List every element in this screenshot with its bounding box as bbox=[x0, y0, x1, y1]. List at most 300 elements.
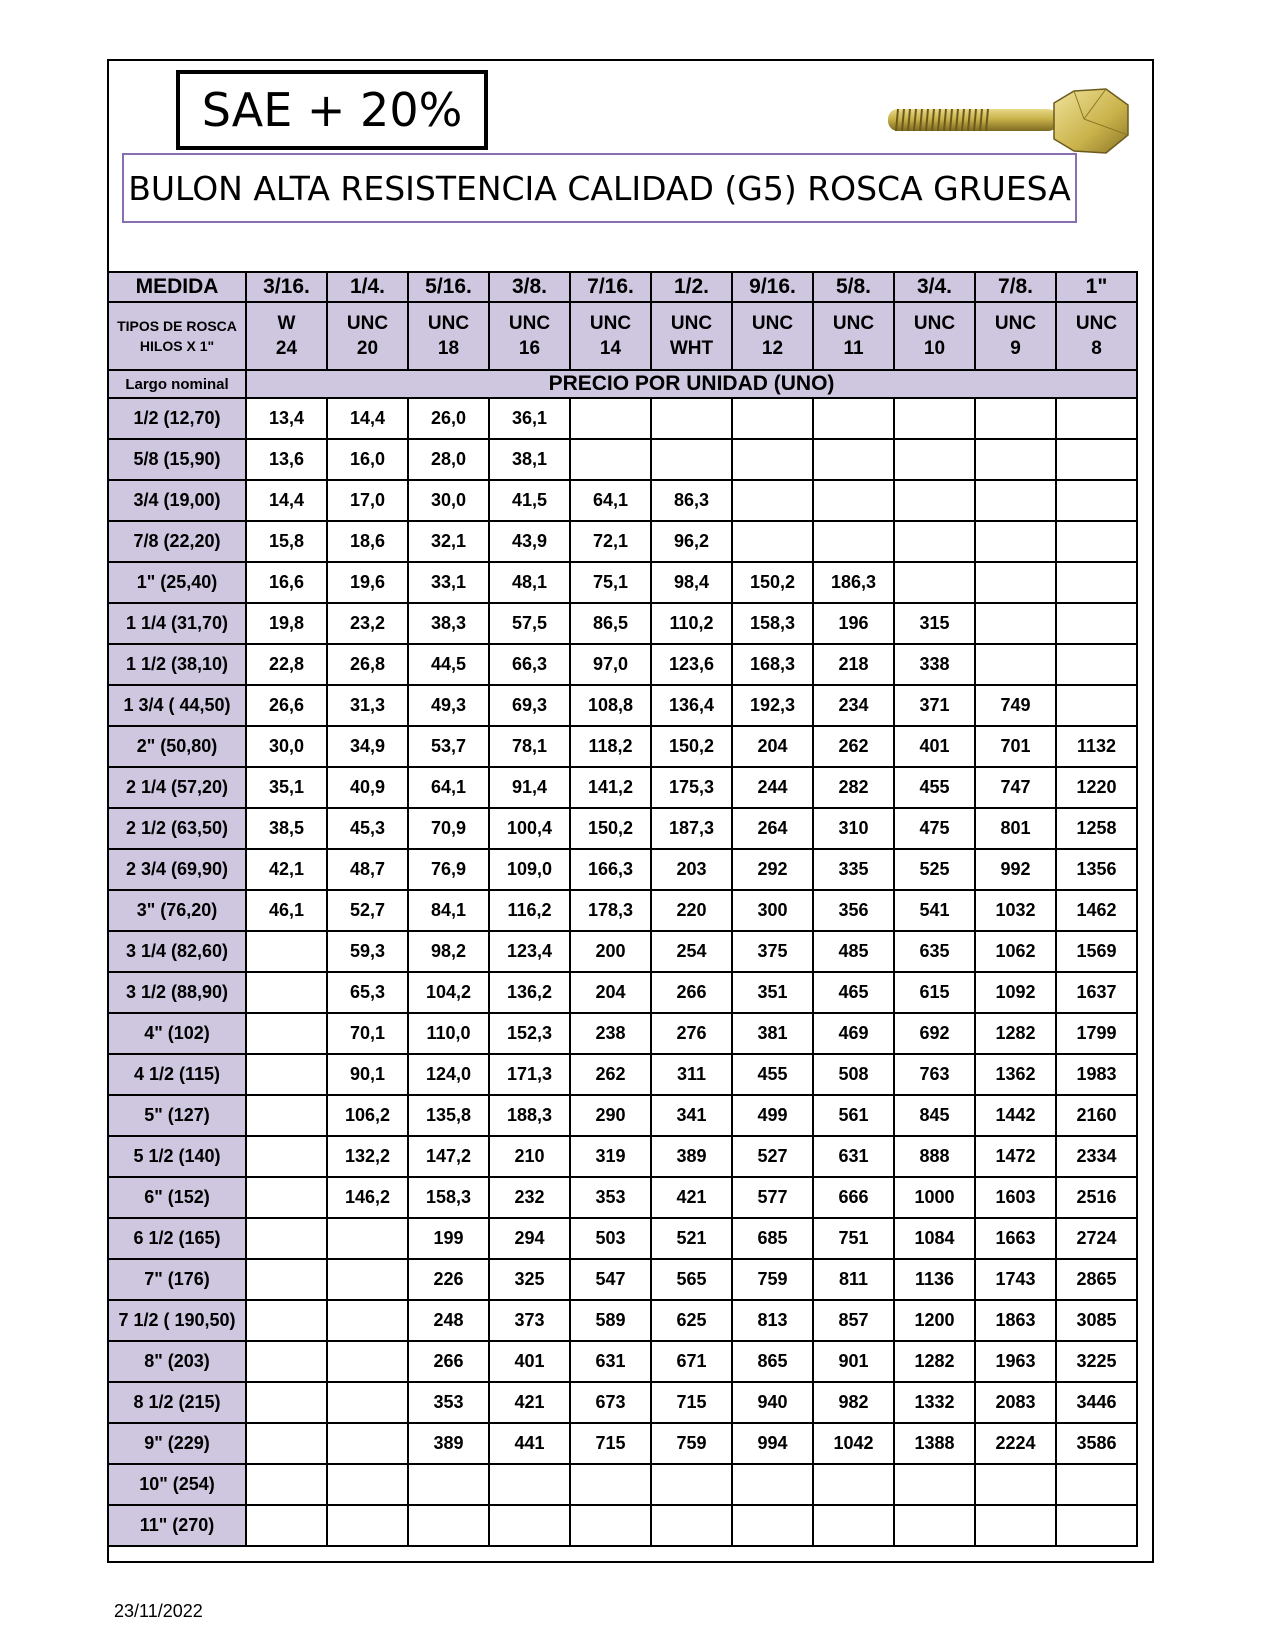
price-cell bbox=[813, 1505, 894, 1546]
price-cell: 865 bbox=[732, 1341, 813, 1382]
price-cell: 335 bbox=[813, 849, 894, 890]
price-cell: 91,4 bbox=[489, 767, 570, 808]
price-cell: 44,5 bbox=[408, 644, 489, 685]
price-cell bbox=[246, 1136, 327, 1177]
price-cell bbox=[570, 1505, 651, 1546]
price-cell: 1220 bbox=[1056, 767, 1137, 808]
price-cell bbox=[1056, 1505, 1137, 1546]
price-cell: 801 bbox=[975, 808, 1056, 849]
price-cell bbox=[246, 1054, 327, 1095]
price-cell bbox=[975, 439, 1056, 480]
price-cell: 254 bbox=[651, 931, 732, 972]
price-cell: 1062 bbox=[975, 931, 1056, 972]
price-cell bbox=[327, 1464, 408, 1505]
price-cell: 292 bbox=[732, 849, 813, 890]
price-cell: 475 bbox=[894, 808, 975, 849]
table-row bbox=[108, 480, 1137, 521]
thread-type: UNC bbox=[508, 313, 551, 334]
price-cell: 389 bbox=[651, 1136, 732, 1177]
price-cell: 1136 bbox=[894, 1259, 975, 1300]
price-cell bbox=[894, 439, 975, 480]
price-cell bbox=[1056, 521, 1137, 562]
thread-spec bbox=[327, 302, 408, 370]
price-cell: 104,2 bbox=[408, 972, 489, 1013]
price-cell: 90,1 bbox=[327, 1054, 408, 1095]
price-cell: 226 bbox=[408, 1259, 489, 1300]
price-cell bbox=[246, 1300, 327, 1341]
price-cell: 353 bbox=[570, 1177, 651, 1218]
price-cell: 1663 bbox=[975, 1218, 1056, 1259]
price-cell: 982 bbox=[813, 1382, 894, 1423]
price-cell bbox=[327, 1218, 408, 1259]
price-cell: 136,4 bbox=[651, 685, 732, 726]
thread-type: UNC bbox=[427, 313, 470, 334]
price-cell: 262 bbox=[813, 726, 894, 767]
price-cell bbox=[327, 1259, 408, 1300]
price-cell bbox=[1056, 480, 1137, 521]
threads-per-inch: 12 bbox=[761, 338, 784, 359]
price-table bbox=[107, 271, 1138, 1547]
threads-per-inch: 18 bbox=[437, 338, 460, 359]
price-cell: 23,2 bbox=[327, 603, 408, 644]
price-cell: 218 bbox=[813, 644, 894, 685]
length-label: 5 1/2 (140) bbox=[108, 1136, 246, 1177]
price-cell: 469 bbox=[813, 1013, 894, 1054]
largo-row bbox=[108, 370, 1137, 398]
price-cell: 1132 bbox=[1056, 726, 1137, 767]
thread-spec bbox=[651, 302, 732, 370]
price-cell: 266 bbox=[408, 1341, 489, 1382]
price-cell: 49,3 bbox=[408, 685, 489, 726]
price-cell bbox=[246, 972, 327, 1013]
price-cell: 124,0 bbox=[408, 1054, 489, 1095]
table-row bbox=[108, 1136, 1137, 1177]
length-label: 8 1/2 (215) bbox=[108, 1382, 246, 1423]
size-header: 5/16. bbox=[408, 272, 489, 302]
threads-per-inch: 14 bbox=[599, 338, 622, 359]
price-cell: 34,9 bbox=[327, 726, 408, 767]
price-cell bbox=[975, 562, 1056, 603]
price-cell bbox=[1056, 1464, 1137, 1505]
price-cell bbox=[732, 521, 813, 562]
price-cell bbox=[246, 1423, 327, 1464]
price-cell: 38,1 bbox=[489, 439, 570, 480]
price-cell bbox=[813, 480, 894, 521]
price-cell: 547 bbox=[570, 1259, 651, 1300]
price-cell: 635 bbox=[894, 931, 975, 972]
length-label: 1" (25,40) bbox=[108, 562, 246, 603]
table-row bbox=[108, 767, 1137, 808]
thread-spec bbox=[732, 302, 813, 370]
price-cell: 503 bbox=[570, 1218, 651, 1259]
price-cell: 204 bbox=[570, 972, 651, 1013]
price-cell: 40,9 bbox=[327, 767, 408, 808]
table-row bbox=[108, 1505, 1137, 1546]
price-cell: 158,3 bbox=[408, 1177, 489, 1218]
table-row bbox=[108, 726, 1137, 767]
price-cell: 48,7 bbox=[327, 849, 408, 890]
price-cell: 577 bbox=[732, 1177, 813, 1218]
thread-type: UNC bbox=[1075, 313, 1118, 334]
price-cell: 508 bbox=[813, 1054, 894, 1095]
length-label: 1/2 (12,70) bbox=[108, 398, 246, 439]
price-cell bbox=[894, 521, 975, 562]
threads-per-inch: 11 bbox=[843, 338, 864, 359]
price-cell: 14,4 bbox=[327, 398, 408, 439]
price-cell bbox=[327, 1423, 408, 1464]
price-cell: 1282 bbox=[894, 1341, 975, 1382]
table-row bbox=[108, 644, 1137, 685]
length-label: 3 1/2 (88,90) bbox=[108, 972, 246, 1013]
price-cell: 248 bbox=[408, 1300, 489, 1341]
price-cell: 175,3 bbox=[651, 767, 732, 808]
size-header: 5/8. bbox=[813, 272, 894, 302]
threads-per-inch: 9 bbox=[1010, 338, 1021, 359]
price-cell: 1963 bbox=[975, 1341, 1056, 1382]
price-cell: 389 bbox=[408, 1423, 489, 1464]
thread-spec bbox=[570, 302, 651, 370]
price-cell: 158,3 bbox=[732, 603, 813, 644]
price-cell: 401 bbox=[489, 1341, 570, 1382]
price-cell: 763 bbox=[894, 1054, 975, 1095]
price-cell bbox=[894, 398, 975, 439]
price-cell bbox=[975, 603, 1056, 644]
price-cell: 421 bbox=[651, 1177, 732, 1218]
price-cell: 96,2 bbox=[651, 521, 732, 562]
price-cell bbox=[408, 1505, 489, 1546]
price-cell bbox=[570, 398, 651, 439]
price-cell: 100,4 bbox=[489, 808, 570, 849]
price-cell: 178,3 bbox=[570, 890, 651, 931]
price-cell: 17,0 bbox=[327, 480, 408, 521]
price-cell bbox=[975, 1464, 1056, 1505]
length-label: 2 1/4 (57,20) bbox=[108, 767, 246, 808]
price-cell: 75,1 bbox=[570, 562, 651, 603]
price-cell: 70,1 bbox=[327, 1013, 408, 1054]
length-label: 3" (76,20) bbox=[108, 890, 246, 931]
price-cell: 166,3 bbox=[570, 849, 651, 890]
length-label: 3/4 (19,00) bbox=[108, 480, 246, 521]
threads-per-inch: WHT bbox=[669, 338, 714, 359]
price-cell bbox=[246, 1259, 327, 1300]
price-cell: 52,7 bbox=[327, 890, 408, 931]
price-cell: 118,2 bbox=[570, 726, 651, 767]
price-cell: 232 bbox=[489, 1177, 570, 1218]
price-cell bbox=[651, 439, 732, 480]
price-cell bbox=[246, 1013, 327, 1054]
price-cell: 57,5 bbox=[489, 603, 570, 644]
price-cell bbox=[327, 1300, 408, 1341]
price-cell: 109,0 bbox=[489, 849, 570, 890]
price-cell: 19,8 bbox=[246, 603, 327, 644]
thread-type: UNC bbox=[913, 313, 956, 334]
price-cell: 26,6 bbox=[246, 685, 327, 726]
price-cell: 76,9 bbox=[408, 849, 489, 890]
price-cell: 66,3 bbox=[489, 644, 570, 685]
size-header-row bbox=[108, 272, 1137, 302]
price-cell bbox=[408, 1464, 489, 1505]
length-label: 5" (127) bbox=[108, 1095, 246, 1136]
length-label: 11" (270) bbox=[108, 1505, 246, 1546]
thread-type: UNC bbox=[832, 313, 875, 334]
price-cell: 565 bbox=[651, 1259, 732, 1300]
price-cell: 3225 bbox=[1056, 1341, 1137, 1382]
price-cell: 666 bbox=[813, 1177, 894, 1218]
price-cell: 901 bbox=[813, 1341, 894, 1382]
price-cell: 150,2 bbox=[651, 726, 732, 767]
price-cell: 264 bbox=[732, 808, 813, 849]
price-cell: 106,2 bbox=[327, 1095, 408, 1136]
price-cell: 2516 bbox=[1056, 1177, 1137, 1218]
price-cell bbox=[570, 1464, 651, 1505]
price-cell: 200 bbox=[570, 931, 651, 972]
page-title: BULON ALTA RESISTENCIA CALIDAD (G5) ROSCA GRUESA bbox=[128, 168, 1071, 208]
thread-spec bbox=[489, 302, 570, 370]
price-cell bbox=[1056, 644, 1137, 685]
table-row bbox=[108, 849, 1137, 890]
price-cell: 123,4 bbox=[489, 931, 570, 972]
price-cell bbox=[246, 1218, 327, 1259]
price-cell: 1084 bbox=[894, 1218, 975, 1259]
thread-type: UNC bbox=[589, 313, 632, 334]
price-cell: 992 bbox=[975, 849, 1056, 890]
price-cell: 116,2 bbox=[489, 890, 570, 931]
price-cell bbox=[327, 1505, 408, 1546]
price-cell: 234 bbox=[813, 685, 894, 726]
thread-spec bbox=[246, 302, 327, 370]
thread-type: UNC bbox=[751, 313, 794, 334]
price-cell: 110,0 bbox=[408, 1013, 489, 1054]
price-cell: 19,6 bbox=[327, 562, 408, 603]
price-cell: 631 bbox=[570, 1341, 651, 1382]
price-cell: 13,4 bbox=[246, 398, 327, 439]
price-cell: 940 bbox=[732, 1382, 813, 1423]
price-cell: 33,1 bbox=[408, 562, 489, 603]
date-label: 23/11/2022 bbox=[114, 1601, 203, 1621]
price-cell: 994 bbox=[732, 1423, 813, 1464]
length-label: 4 1/2 (115) bbox=[108, 1054, 246, 1095]
price-cell: 188,3 bbox=[489, 1095, 570, 1136]
price-cell: 381 bbox=[732, 1013, 813, 1054]
bolt-icon bbox=[884, 85, 1134, 157]
table-row bbox=[108, 1177, 1137, 1218]
price-cell: 455 bbox=[894, 767, 975, 808]
price-cell bbox=[570, 439, 651, 480]
price-cell: 1743 bbox=[975, 1259, 1056, 1300]
price-cell: 294 bbox=[489, 1218, 570, 1259]
price-cell: 1032 bbox=[975, 890, 1056, 931]
length-label: 1 3/4 ( 44,50) bbox=[108, 685, 246, 726]
price-cell: 46,1 bbox=[246, 890, 327, 931]
price-cell: 671 bbox=[651, 1341, 732, 1382]
price-cell: 152,3 bbox=[489, 1013, 570, 1054]
price-cell bbox=[813, 1464, 894, 1505]
price-cell bbox=[246, 1095, 327, 1136]
price-cell: 465 bbox=[813, 972, 894, 1013]
price-cell: 262 bbox=[570, 1054, 651, 1095]
threads-per-inch: 24 bbox=[275, 338, 298, 359]
sae-badge-text: SAE + 20% bbox=[201, 83, 463, 137]
price-cell: 45,3 bbox=[327, 808, 408, 849]
price-cell: 64,1 bbox=[408, 767, 489, 808]
price-cell: 401 bbox=[894, 726, 975, 767]
price-cell: 2083 bbox=[975, 1382, 1056, 1423]
medida-label: MEDIDA bbox=[108, 272, 246, 302]
price-cell: 108,8 bbox=[570, 685, 651, 726]
table-row bbox=[108, 1095, 1137, 1136]
price-cell: 65,3 bbox=[327, 972, 408, 1013]
table-row bbox=[108, 439, 1137, 480]
table-row bbox=[108, 1300, 1137, 1341]
price-cell: 615 bbox=[894, 972, 975, 1013]
sae-badge bbox=[176, 70, 488, 150]
price-cell: 32,1 bbox=[408, 521, 489, 562]
price-cell: 692 bbox=[894, 1013, 975, 1054]
thread-spec bbox=[813, 302, 894, 370]
tipo-label-line2: HILOS X 1" bbox=[139, 338, 215, 354]
price-cell bbox=[975, 398, 1056, 439]
price-cell: 747 bbox=[975, 767, 1056, 808]
price-cell: 30,0 bbox=[246, 726, 327, 767]
length-label: 5/8 (15,90) bbox=[108, 439, 246, 480]
thread-spec bbox=[894, 302, 975, 370]
length-label: 1 1/4 (31,70) bbox=[108, 603, 246, 644]
price-cell: 192,3 bbox=[732, 685, 813, 726]
price-cell: 204 bbox=[732, 726, 813, 767]
price-cell: 146,2 bbox=[327, 1177, 408, 1218]
length-label: 2 3/4 (69,90) bbox=[108, 849, 246, 890]
thread-type: UNC bbox=[346, 313, 389, 334]
price-cell bbox=[732, 398, 813, 439]
price-cell: 749 bbox=[975, 685, 1056, 726]
thread-type: UNC bbox=[670, 313, 713, 334]
price-cell: 147,2 bbox=[408, 1136, 489, 1177]
table-row bbox=[108, 398, 1137, 439]
price-cell: 1092 bbox=[975, 972, 1056, 1013]
price-cell bbox=[246, 1341, 327, 1382]
price-cell: 341 bbox=[651, 1095, 732, 1136]
price-cell bbox=[975, 1505, 1056, 1546]
price-cell: 527 bbox=[732, 1136, 813, 1177]
price-cell: 1472 bbox=[975, 1136, 1056, 1177]
price-cell: 356 bbox=[813, 890, 894, 931]
table-row bbox=[108, 603, 1137, 644]
price-cell: 1569 bbox=[1056, 931, 1137, 972]
size-header: 7/16. bbox=[570, 272, 651, 302]
price-cell: 203 bbox=[651, 849, 732, 890]
price-cell: 1603 bbox=[975, 1177, 1056, 1218]
table-row bbox=[108, 931, 1137, 972]
price-cell bbox=[975, 480, 1056, 521]
price-cell: 14,4 bbox=[246, 480, 327, 521]
length-label: 6" (152) bbox=[108, 1177, 246, 1218]
length-label: 4" (102) bbox=[108, 1013, 246, 1054]
price-cell bbox=[1056, 603, 1137, 644]
price-cell bbox=[651, 1505, 732, 1546]
price-cell: 135,8 bbox=[408, 1095, 489, 1136]
price-cell: 1042 bbox=[813, 1423, 894, 1464]
price-cell: 150,2 bbox=[570, 808, 651, 849]
price-cell bbox=[732, 1505, 813, 1546]
price-cell bbox=[246, 1177, 327, 1218]
thread-type-row bbox=[108, 302, 1137, 370]
price-cell: 485 bbox=[813, 931, 894, 972]
price-cell: 186,3 bbox=[813, 562, 894, 603]
price-cell: 132,2 bbox=[327, 1136, 408, 1177]
price-cell: 845 bbox=[894, 1095, 975, 1136]
price-cell: 3446 bbox=[1056, 1382, 1137, 1423]
price-cell bbox=[813, 521, 894, 562]
price-cell: 38,3 bbox=[408, 603, 489, 644]
table-row bbox=[108, 1423, 1137, 1464]
price-cell bbox=[732, 439, 813, 480]
threads-per-inch: 8 bbox=[1091, 338, 1102, 359]
price-cell bbox=[327, 1341, 408, 1382]
price-cell bbox=[1056, 685, 1137, 726]
price-cell: 1362 bbox=[975, 1054, 1056, 1095]
length-label: 2" (50,80) bbox=[108, 726, 246, 767]
price-cell: 311 bbox=[651, 1054, 732, 1095]
price-cell: 3586 bbox=[1056, 1423, 1137, 1464]
table-row bbox=[108, 972, 1137, 1013]
price-cell: 69,3 bbox=[489, 685, 570, 726]
price-cell: 521 bbox=[651, 1218, 732, 1259]
price-cell: 499 bbox=[732, 1095, 813, 1136]
price-cell bbox=[1056, 398, 1137, 439]
length-label: 8" (203) bbox=[108, 1341, 246, 1382]
price-cell bbox=[732, 480, 813, 521]
price-cell bbox=[894, 1464, 975, 1505]
price-cell: 2865 bbox=[1056, 1259, 1137, 1300]
thread-type: W bbox=[277, 313, 296, 334]
title-box bbox=[122, 153, 1077, 223]
length-label: 7" (176) bbox=[108, 1259, 246, 1300]
price-cell: 319 bbox=[570, 1136, 651, 1177]
price-cell: 98,4 bbox=[651, 562, 732, 603]
precio-label: PRECIO POR UNIDAD (UNO) bbox=[246, 370, 1137, 398]
price-cell bbox=[813, 398, 894, 439]
length-label: 3 1/4 (82,60) bbox=[108, 931, 246, 972]
price-cell bbox=[975, 521, 1056, 562]
table-row bbox=[108, 1464, 1137, 1505]
table-row bbox=[108, 890, 1137, 931]
length-label: 9" (229) bbox=[108, 1423, 246, 1464]
price-cell bbox=[246, 1505, 327, 1546]
price-cell: 220 bbox=[651, 890, 732, 931]
price-cell: 42,1 bbox=[246, 849, 327, 890]
price-cell: 26,8 bbox=[327, 644, 408, 685]
price-cell: 199 bbox=[408, 1218, 489, 1259]
price-cell bbox=[651, 1464, 732, 1505]
price-cell: 375 bbox=[732, 931, 813, 972]
price-cell: 1462 bbox=[1056, 890, 1137, 931]
thread-spec bbox=[975, 302, 1056, 370]
price-cell bbox=[246, 1464, 327, 1505]
size-header: 9/16. bbox=[732, 272, 813, 302]
price-cell: 1282 bbox=[975, 1013, 1056, 1054]
price-cell: 315 bbox=[894, 603, 975, 644]
price-cell: 561 bbox=[813, 1095, 894, 1136]
price-cell: 625 bbox=[651, 1300, 732, 1341]
price-cell: 325 bbox=[489, 1259, 570, 1300]
price-cell: 685 bbox=[732, 1218, 813, 1259]
table-row bbox=[108, 1341, 1137, 1382]
price-cell: 1863 bbox=[975, 1300, 1056, 1341]
price-cell: 78,1 bbox=[489, 726, 570, 767]
price-cell bbox=[813, 439, 894, 480]
price-cell: 31,3 bbox=[327, 685, 408, 726]
price-cell bbox=[651, 398, 732, 439]
